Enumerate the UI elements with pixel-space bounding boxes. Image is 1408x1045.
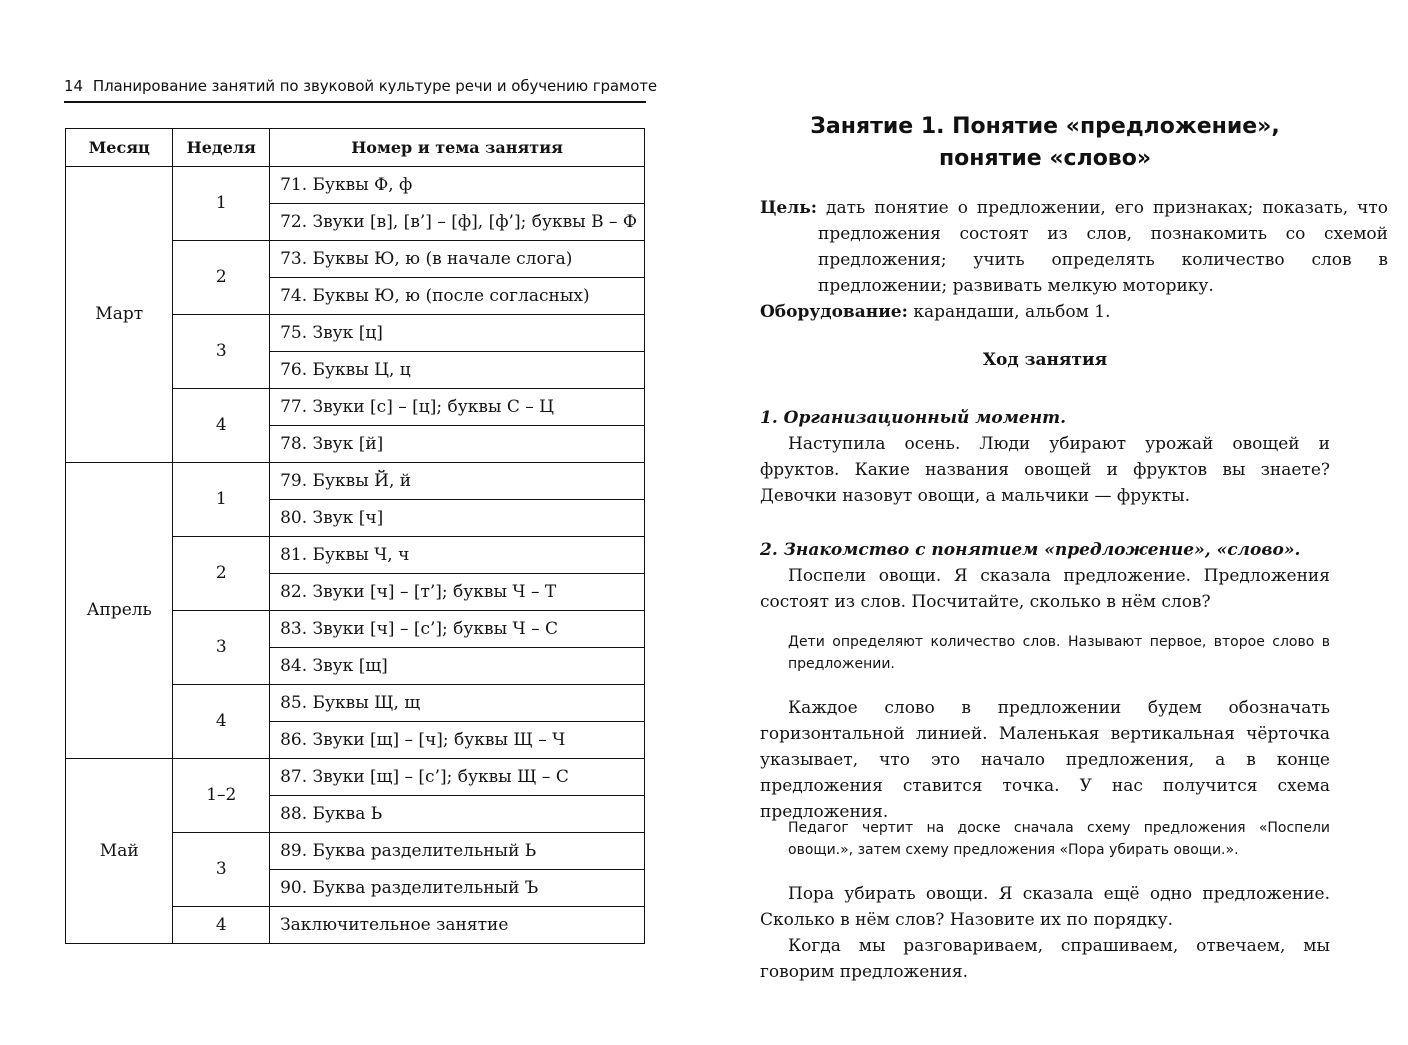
- lesson-title-line-1: Занятие 1. Понятие «предложение»,: [810, 114, 1280, 139]
- week-cell: 3: [173, 315, 270, 389]
- topic-cell: 90. Буква разделительный Ъ: [270, 870, 645, 907]
- month-cell: Май: [66, 759, 173, 944]
- week-cell: 1: [173, 463, 270, 537]
- month-cell: Апрель: [66, 463, 173, 759]
- week-cell: 3: [173, 611, 270, 685]
- week-cell: 1–2: [173, 759, 270, 833]
- lesson-progress-heading: Ход занятия: [982, 350, 1108, 370]
- topic-cell: 88. Буква Ь: [270, 796, 645, 833]
- header-week: Неделя: [173, 129, 270, 167]
- lesson-title: [762, 111, 1328, 175]
- lesson-title-line-2: понятие «слово»: [938, 146, 1152, 171]
- running-header-title: Планирование занятий по звуковой культуре речи и обучению грамоте: [92, 77, 658, 95]
- second-sentence-paragraph: Пора убирать овощи. Я сказала ещё одно предложение. Сколько в нём слов? Назовите их по порядку.: [760, 884, 1330, 930]
- topic-cell: 80. Звук [ч]: [270, 500, 645, 537]
- topic-cell: 74. Буквы Ю, ю (после согласных): [270, 278, 645, 315]
- section-2-heading: 2. Знакомство с понятием «предложение», «слово».: [760, 540, 1301, 560]
- week-cell: 2: [173, 241, 270, 315]
- topic-cell: 71. Буквы Ф, ф: [270, 167, 645, 204]
- week-cell: 4: [173, 685, 270, 759]
- goal-label: Цель:: [760, 198, 818, 218]
- topic-cell: 86. Звуки [щ] – [ч]; буквы Щ – Ч: [270, 722, 645, 759]
- week-cell: 3: [173, 833, 270, 907]
- topic-cell: 84. Звук [щ]: [270, 648, 645, 685]
- header-rule: [64, 101, 646, 103]
- topic-cell: 83. Звуки [ч] – [с’]; буквы Ч – С: [270, 611, 645, 648]
- teacher-note-2: Педагог чертит на доске сначала схему предложения «Поспели овощи.», затем схему предложения «Пора убирать овощи.».: [788, 820, 1330, 858]
- table-row: [66, 759, 645, 796]
- topic-cell: 89. Буква разделительный Ь: [270, 833, 645, 870]
- table-row: [66, 463, 645, 500]
- week-cell: 2: [173, 537, 270, 611]
- topic-cell: 85. Буквы Щ, щ: [270, 685, 645, 722]
- equipment-text: карандаши, альбом 1.: [913, 302, 1111, 322]
- topic-cell: 79. Буквы Й, й: [270, 463, 645, 500]
- teacher-note-1: Дети определяют количество слов. Называют первое, второе слово в предложении.: [788, 634, 1330, 672]
- topic-cell: 72. Звуки [в], [в’] – [ф], [ф’]; буквы В – Ф: [270, 204, 645, 241]
- section-1-heading: 1. Организационный момент.: [760, 408, 1067, 428]
- running-header: [64, 77, 658, 95]
- section-2-text: Поспели овощи. Я сказала предложение. Предложения состоят из слов. Посчитайте, сколько в нём слов?: [760, 566, 1330, 612]
- topic-cell: 76. Буквы Ц, ц: [270, 352, 645, 389]
- table-header-row: [66, 129, 645, 167]
- topic-cell: 82. Звуки [ч] – [т’]; буквы Ч – Т: [270, 574, 645, 611]
- closing-paragraph: Когда мы разговариваем, спрашиваем, отвечаем, мы говорим предложения.: [760, 936, 1330, 982]
- topic-cell: 75. Звук [ц]: [270, 315, 645, 352]
- scheme-paragraph: Каждое слово в предложении будем обозначать горизонтальной линией. Маленькая вертикальная чёрточка указывает, что это начало предложения, а в конце предложения ставится точка. У нас получится схема предложения.: [760, 698, 1330, 822]
- equipment-label: Оборудование:: [760, 302, 908, 322]
- topic-cell: 81. Буквы Ч, ч: [270, 537, 645, 574]
- right-page: [704, 0, 1408, 1045]
- week-cell: 4: [173, 907, 270, 944]
- topic-cell: 73. Буквы Ю, ю (в начале слога): [270, 241, 645, 278]
- month-cell: Март: [66, 167, 173, 463]
- page-number: 14: [64, 77, 83, 95]
- week-cell: 4: [173, 389, 270, 463]
- section-1-text: Наступила осень. Люди убирают урожай овощей и фруктов. Какие названия овощей и фруктов вы знаете? Девочки назовут овощи, а мальчики — фрукты.: [760, 434, 1330, 506]
- topic-cell: 87. Звуки [щ] – [с’]; буквы Щ – С: [270, 759, 645, 796]
- goal-paragraph: [760, 195, 1388, 299]
- header-topic: Номер и тема занятия: [270, 129, 645, 167]
- topic-cell: 78. Звук [й]: [270, 426, 645, 463]
- header-month: Месяц: [66, 129, 173, 167]
- week-cell: 1: [173, 167, 270, 241]
- lesson-plan-table: [65, 128, 645, 944]
- table-row: [66, 167, 645, 204]
- topic-cell: Заключительное занятие: [270, 907, 645, 944]
- goal-text: дать понятие о предложении, его признаках; показать, что предложения состоят из слов, познакомить со схемой предложения; учить определять количество слов в предложении; развивать мелкую моторику.: [818, 198, 1388, 296]
- topic-cell: 77. Звуки [с] – [ц]; буквы С – Ц: [270, 389, 645, 426]
- equipment-paragraph: [760, 299, 1330, 325]
